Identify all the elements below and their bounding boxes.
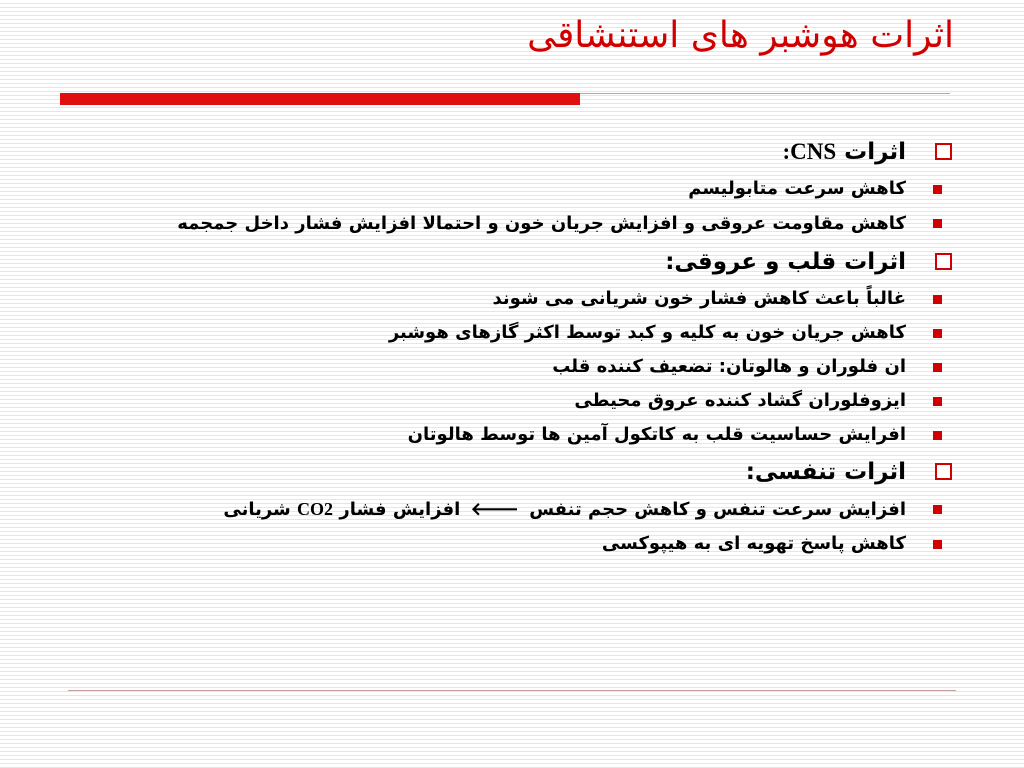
list-item: [92, 492, 952, 527]
list-item-text: کاهش سرعت متابولیسم: [688, 178, 906, 199]
list-item: [92, 172, 952, 206]
filled-square-bullet-icon: [933, 329, 942, 338]
list-item: [92, 384, 952, 418]
slide-content: [92, 132, 952, 561]
footer-rule: [68, 690, 956, 691]
filled-square-bullet-icon: [933, 295, 942, 304]
list-item-text: افرایش حساسیت قلب به کاتکول آمین ها توسط هالوتان: [407, 424, 906, 445]
slide-title: اثرات هوشبر های استنشاقی: [527, 15, 954, 56]
list-item-latin-text: CO2: [297, 499, 334, 519]
list-item: [92, 206, 952, 242]
filled-square-bullet-icon: [933, 540, 942, 549]
heading-text: اثرات تنفسی:: [745, 459, 906, 485]
list-item-text: ایزوفلوران گشاد کننده عروق محیطی: [574, 390, 906, 411]
list-item: [92, 527, 952, 561]
list-item-text: کاهش جریان خون به کلیه و کبد توسط اکثر گازهای هوشبر: [388, 322, 906, 343]
list-item-text: افزایش سرعت تنفس و کاهش حجم تنفس: [529, 499, 906, 520]
list-item-text: ان فلوران و هالوتان: تضعیف کننده قلب: [552, 356, 906, 377]
title-accent-bar: [60, 93, 580, 105]
list-item: [92, 350, 952, 384]
list-item-text: شریانی: [223, 499, 291, 520]
section-heading-respiratory: [92, 452, 952, 492]
filled-square-bullet-icon: [933, 219, 942, 228]
filled-square-bullet-icon: [933, 505, 942, 514]
heading-colon: :: [782, 139, 791, 164]
filled-square-bullet-icon: [933, 397, 942, 406]
hollow-square-bullet-icon: [935, 143, 952, 160]
list-item: [92, 282, 952, 316]
filled-square-bullet-icon: [933, 185, 942, 194]
hollow-square-bullet-icon: [935, 253, 952, 270]
list-item-text: افزایش فشار: [339, 499, 461, 520]
filled-square-bullet-icon: [933, 431, 942, 440]
section-heading-cns: [92, 132, 952, 172]
filled-square-bullet-icon: [933, 363, 942, 372]
list-item-text: غالباً باعث کاهش فشار خون شریانی می شوند: [492, 288, 906, 309]
heading-text: اثرات قلب و عروقی:: [665, 249, 906, 275]
list-item-text: کاهش پاسخ تهویه ای به هیپوکسی: [601, 533, 906, 554]
list-item: [92, 316, 952, 350]
heading-text: اثرات: [844, 139, 906, 165]
hollow-square-bullet-icon: [935, 463, 952, 480]
heading-latin-text: CNS: [790, 139, 837, 164]
list-item-text: کاهش مقاومت عروقی و افزایش جریان خون و احتمالا افزایش فشار داخل جمجمه: [177, 213, 906, 234]
left-arrow-icon: 🡐: [470, 499, 519, 520]
section-heading-cardiovascular: [92, 242, 952, 282]
list-item: [92, 418, 952, 452]
